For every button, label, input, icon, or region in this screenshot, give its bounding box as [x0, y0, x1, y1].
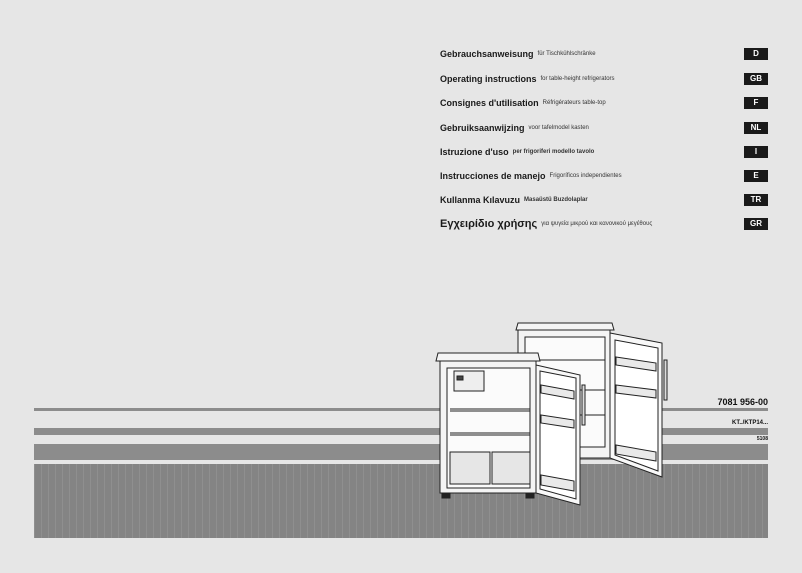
language-subtitle: for table-height refrigerators: [540, 76, 615, 82]
language-subtitle: per frigoriferi modello tavolo: [512, 149, 595, 155]
language-code-badge: GB: [744, 73, 768, 85]
language-code-badge: NL: [744, 122, 768, 134]
language-title: Instrucciones de manejo: [440, 171, 546, 181]
language-code-badge: F: [744, 97, 768, 109]
language-title: Istruzione d'uso: [440, 147, 509, 157]
language-title: Kullanma Kılavuzu: [440, 195, 521, 205]
document-number: 7081 956-00: [717, 397, 768, 407]
language-row-gr: [440, 217, 768, 231]
language-code-badge: D: [744, 48, 768, 60]
refrigerator-illustration: [430, 315, 690, 510]
model-number: KT../KTP14...: [731, 420, 768, 426]
language-title: Εγχειρίδιο χρήσης: [440, 218, 538, 230]
print-code: 5108: [756, 436, 768, 442]
language-code-badge: I: [744, 146, 768, 158]
language-row-f: [440, 96, 768, 110]
language-title: Gebruiksaanwijzing: [440, 123, 525, 133]
language-subtitle: Réfrigérateurs table-top: [542, 100, 606, 106]
language-subtitle: für Tischkühlschränke: [537, 51, 596, 57]
language-row-nl: [440, 121, 768, 135]
language-row-tr: [440, 193, 768, 207]
language-title: Consignes d'utilisation: [440, 98, 539, 108]
language-title: Operating instructions: [440, 74, 537, 84]
language-code-badge: E: [744, 170, 768, 182]
language-title: Gebrauchsanweisung: [440, 49, 534, 59]
language-subtitle: για ψυγεία μικρού και κανονικού μεγέθους: [541, 221, 653, 227]
language-subtitle: voor tafelmodel kasten: [528, 125, 589, 131]
language-row-i: [440, 145, 768, 159]
language-subtitle: Frigoríficos independientes: [549, 173, 622, 179]
language-code-badge: GR: [744, 218, 768, 230]
language-row-e: [440, 169, 768, 183]
language-row-gb: [440, 72, 768, 86]
language-subtitle: Masaüstü Buzdolaplar: [524, 197, 588, 203]
language-row-d: [440, 47, 768, 61]
language-code-badge: TR: [744, 194, 768, 206]
